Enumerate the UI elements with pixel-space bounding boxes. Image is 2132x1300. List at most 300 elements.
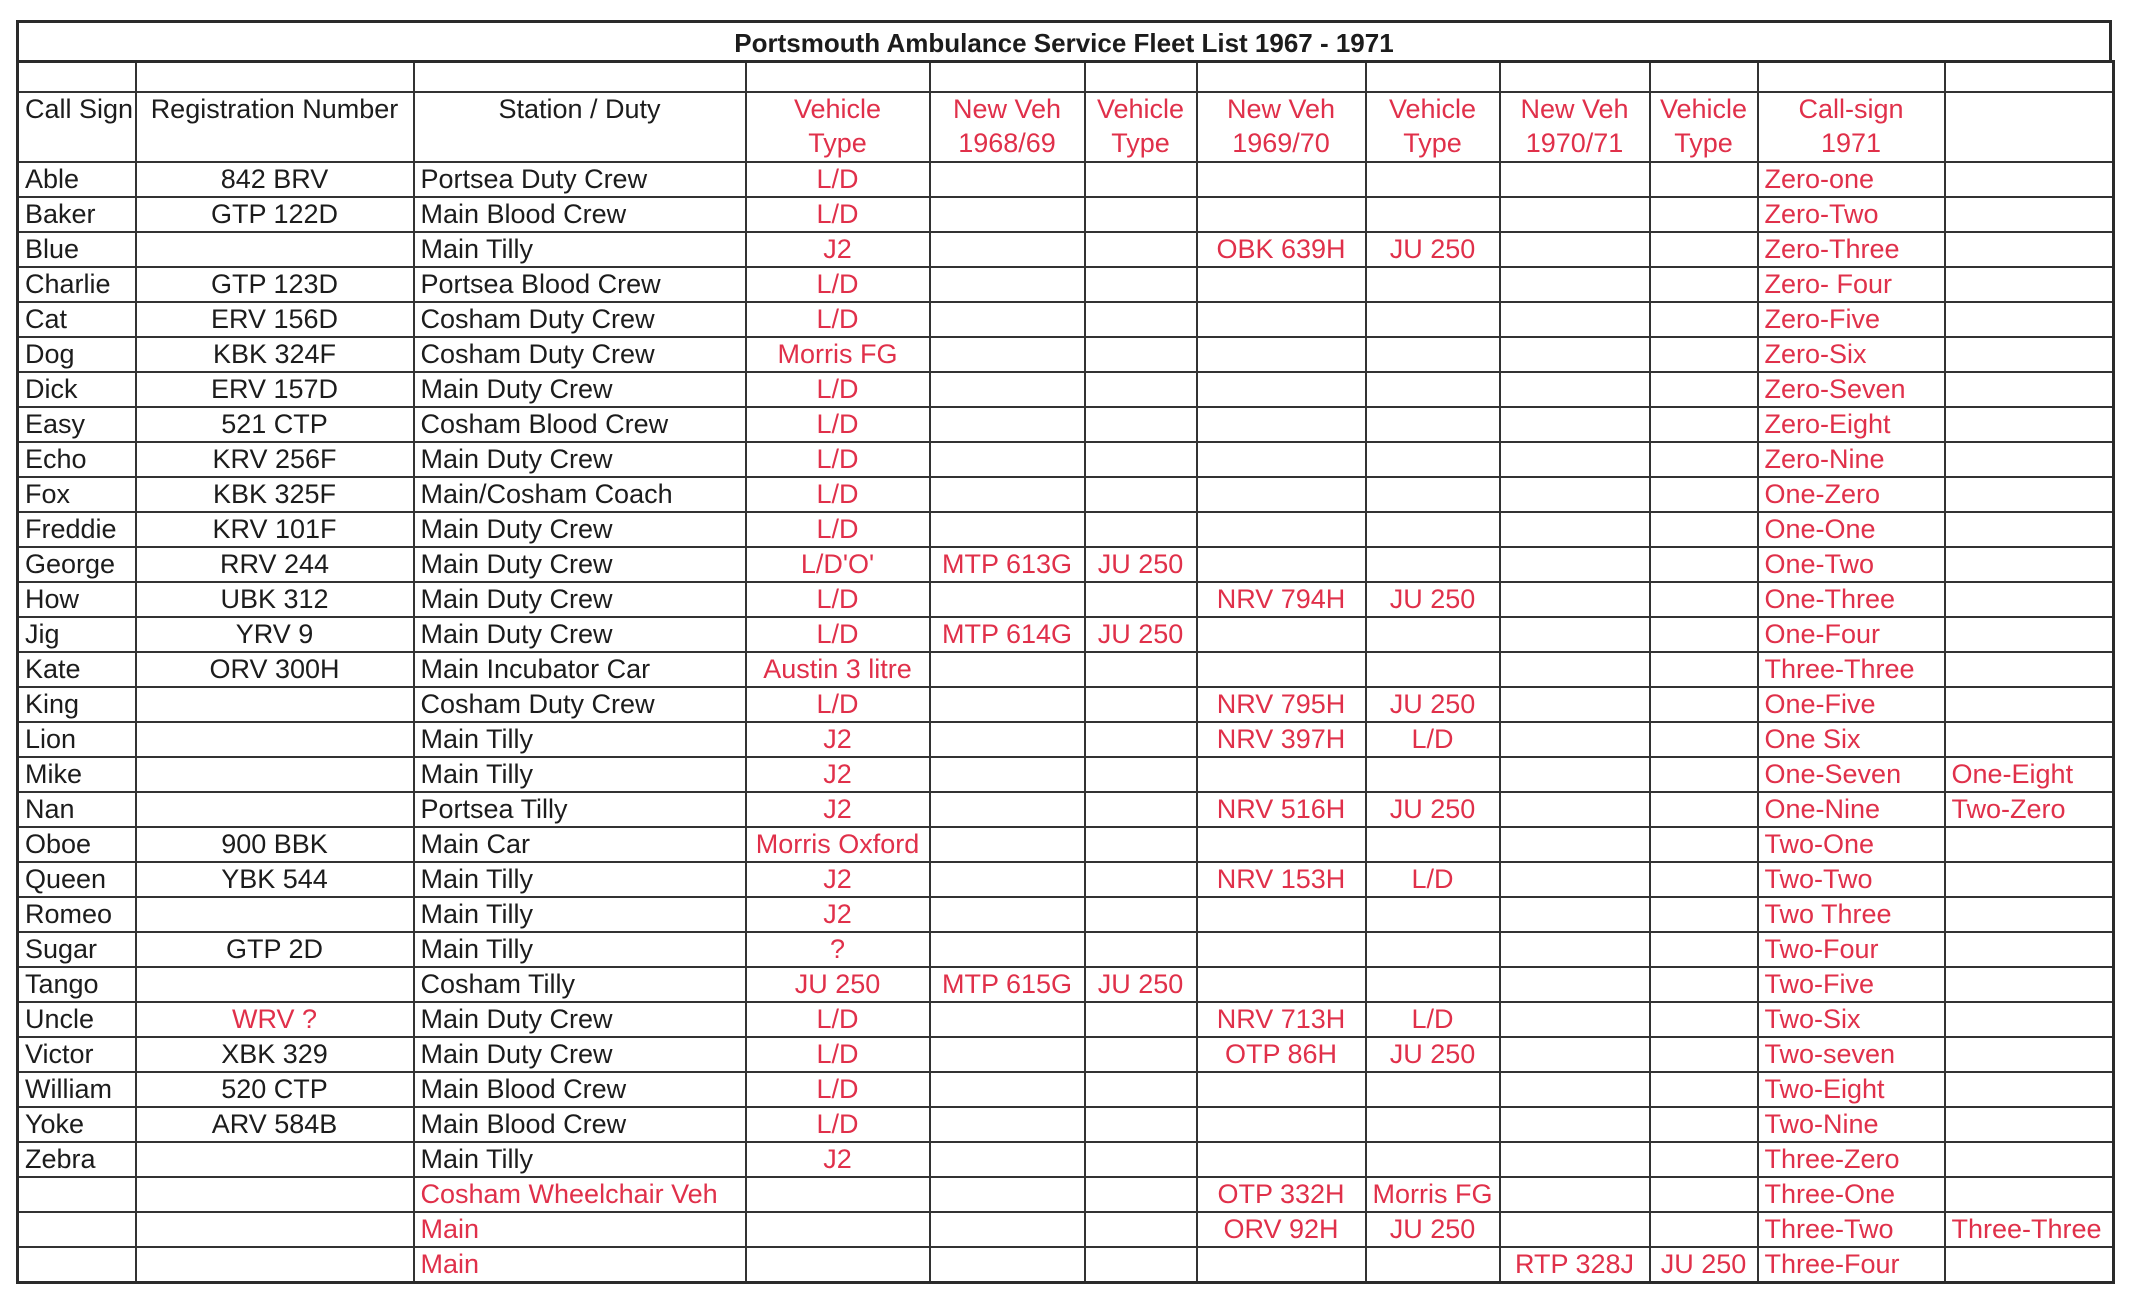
cell-call-sign [18, 1177, 136, 1212]
header-call-sign-1971: 1971 [1758, 127, 1945, 162]
cell-registration-number [136, 897, 414, 932]
cell-vehicle-type-1969-70: JU 250 [1366, 1037, 1500, 1072]
table-row [18, 1177, 2114, 1212]
blank-cell [746, 62, 930, 92]
cell-call-sign-1971-alt [1945, 232, 2114, 267]
cell-vehicle-type-1970-71 [1650, 372, 1758, 407]
cell-call-sign-1971-alt [1945, 197, 2114, 232]
fleet-list-sheet [16, 20, 2112, 1278]
blank-cell [1085, 62, 1197, 92]
cell-call-sign-1971: One-Nine [1758, 792, 1945, 827]
table-row [18, 1107, 2114, 1142]
cell-vehicle-type: ? [746, 932, 930, 967]
header-row-2 [18, 127, 2114, 162]
cell-call-sign: Nan [18, 792, 136, 827]
header-call-sign: Call Sign [18, 92, 136, 127]
cell-vehicle-type-1968-69: JU 250 [1085, 617, 1197, 652]
blank-cell [1650, 62, 1758, 92]
cell-station-duty: Main Blood Crew [414, 1072, 746, 1107]
table-row [18, 582, 2114, 617]
cell-vehicle-type-1969-70 [1366, 372, 1500, 407]
table-row [18, 442, 2114, 477]
cell-call-sign: Blue [18, 232, 136, 267]
cell-vehicle-type-1970-71 [1650, 652, 1758, 687]
cell-call-sign-1971-alt [1945, 1142, 2114, 1177]
cell-vehicle-type-1970-71 [1650, 1177, 1758, 1212]
cell-registration-number [136, 722, 414, 757]
cell-registration-number: ERV 157D [136, 372, 414, 407]
cell-vehicle-type: J2 [746, 862, 930, 897]
cell-new-veh-1970-71 [1500, 1037, 1650, 1072]
cell-vehicle-type-1970-71 [1650, 1107, 1758, 1142]
cell-call-sign-1971-alt [1945, 407, 2114, 442]
cell-call-sign-1971-alt [1945, 512, 2114, 547]
cell-call-sign: Charlie [18, 267, 136, 302]
cell-new-veh-1970-71 [1500, 932, 1650, 967]
cell-call-sign-1971-alt: Three-Three [1945, 1212, 2114, 1247]
cell-station-duty: Main Tilly [414, 232, 746, 267]
table-row [18, 512, 2114, 547]
blank-cell [1366, 62, 1500, 92]
cell-station-duty: Main Duty Crew [414, 582, 746, 617]
cell-station-duty: Main Tilly [414, 862, 746, 897]
blank-cell [1945, 62, 2114, 92]
cell-registration-number: YBK 544 [136, 862, 414, 897]
cell-vehicle-type-1969-70 [1366, 652, 1500, 687]
cell-new-veh-1968-69 [930, 1212, 1085, 1247]
cell-station-duty: Main Incubator Car [414, 652, 746, 687]
cell-new-veh-1969-70 [1197, 337, 1366, 372]
cell-registration-number: ARV 584B [136, 1107, 414, 1142]
cell-call-sign [18, 1247, 136, 1283]
header-vehicle-type-1968-69: Type [1085, 127, 1197, 162]
table-row [18, 267, 2114, 302]
cell-call-sign: Mike [18, 757, 136, 792]
cell-vehicle-type-1969-70 [1366, 512, 1500, 547]
cell-vehicle-type-1970-71 [1650, 827, 1758, 862]
cell-call-sign-1971: Two-Five [1758, 967, 1945, 1002]
cell-new-veh-1970-71 [1500, 232, 1650, 267]
table-row [18, 687, 2114, 722]
cell-vehicle-type-1968-69 [1085, 652, 1197, 687]
cell-new-veh-1970-71 [1500, 652, 1650, 687]
cell-new-veh-1969-70 [1197, 1247, 1366, 1283]
cell-call-sign: Tango [18, 967, 136, 1002]
cell-vehicle-type-1970-71 [1650, 407, 1758, 442]
cell-new-veh-1968-69 [930, 757, 1085, 792]
cell-call-sign-1971-alt [1945, 932, 2114, 967]
cell-new-veh-1970-71 [1500, 862, 1650, 897]
cell-call-sign: Freddie [18, 512, 136, 547]
cell-new-veh-1969-70 [1197, 302, 1366, 337]
cell-registration-number: GTP 122D [136, 197, 414, 232]
cell-new-veh-1968-69 [930, 407, 1085, 442]
cell-call-sign: Fox [18, 477, 136, 512]
cell-call-sign: Echo [18, 442, 136, 477]
cell-vehicle-type-1969-70: Morris FG [1366, 1177, 1500, 1212]
cell-vehicle-type [746, 1212, 930, 1247]
cell-call-sign-1971: Three-Two [1758, 1212, 1945, 1247]
table-row [18, 722, 2114, 757]
cell-call-sign: Jig [18, 617, 136, 652]
cell-call-sign-1971: Two-One [1758, 827, 1945, 862]
cell-new-veh-1970-71 [1500, 1072, 1650, 1107]
cell-station-duty: Main Duty Crew [414, 442, 746, 477]
cell-vehicle-type-1970-71 [1650, 722, 1758, 757]
cell-new-veh-1970-71 [1500, 1142, 1650, 1177]
cell-call-sign-1971-alt [1945, 1107, 2114, 1142]
cell-vehicle-type: L/D'O' [746, 547, 930, 582]
cell-call-sign-1971-alt [1945, 442, 2114, 477]
table-row [18, 337, 2114, 372]
cell-call-sign-1971: One-Five [1758, 687, 1945, 722]
cell-new-veh-1968-69 [930, 687, 1085, 722]
blank-cell [414, 62, 746, 92]
cell-vehicle-type: L/D [746, 687, 930, 722]
cell-call-sign-1971-alt [1945, 1247, 2114, 1283]
cell-call-sign-1971: Two Three [1758, 897, 1945, 932]
cell-vehicle-type-1969-70 [1366, 827, 1500, 862]
cell-station-duty: Portsea Tilly [414, 792, 746, 827]
cell-vehicle-type-1969-70: JU 250 [1366, 582, 1500, 617]
cell-registration-number: YRV 9 [136, 617, 414, 652]
cell-vehicle-type: L/D [746, 1002, 930, 1037]
cell-station-duty: Main Tilly [414, 757, 746, 792]
cell-registration-number: WRV ? [136, 1002, 414, 1037]
cell-vehicle-type-1969-70: L/D [1366, 722, 1500, 757]
cell-vehicle-type-1968-69 [1085, 827, 1197, 862]
cell-call-sign-1971: One-Seven [1758, 757, 1945, 792]
cell-station-duty: Cosham Duty Crew [414, 687, 746, 722]
cell-new-veh-1970-71 [1500, 827, 1650, 862]
cell-new-veh-1970-71 [1500, 337, 1650, 372]
cell-new-veh-1970-71 [1500, 757, 1650, 792]
cell-vehicle-type: J2 [746, 232, 930, 267]
cell-new-veh-1968-69 [930, 897, 1085, 932]
cell-call-sign: Oboe [18, 827, 136, 862]
blank-cell [1197, 62, 1366, 92]
table-row [18, 862, 2114, 897]
cell-new-veh-1969-70 [1197, 547, 1366, 582]
table-row [18, 232, 2114, 267]
cell-vehicle-type: L/D [746, 162, 930, 197]
cell-call-sign-1971: Zero-Eight [1758, 407, 1945, 442]
cell-new-veh-1968-69 [930, 1247, 1085, 1283]
cell-registration-number [136, 687, 414, 722]
cell-call-sign-1971-alt [1945, 1002, 2114, 1037]
cell-new-veh-1968-69 [930, 792, 1085, 827]
cell-new-veh-1970-71 [1500, 582, 1650, 617]
cell-call-sign: Romeo [18, 897, 136, 932]
cell-new-veh-1968-69 [930, 932, 1085, 967]
cell-vehicle-type-1970-71 [1650, 617, 1758, 652]
cell-station-duty: Main [414, 1212, 746, 1247]
cell-new-veh-1969-70 [1197, 827, 1366, 862]
table-row [18, 1212, 2114, 1247]
cell-call-sign-1971-alt [1945, 372, 2114, 407]
cell-call-sign-1971: One Six [1758, 722, 1945, 757]
cell-new-veh-1968-69 [930, 1072, 1085, 1107]
cell-new-veh-1968-69 [930, 827, 1085, 862]
table-row [18, 827, 2114, 862]
cell-vehicle-type-1970-71 [1650, 1142, 1758, 1177]
cell-registration-number [136, 1142, 414, 1177]
cell-vehicle-type-1968-69 [1085, 722, 1197, 757]
cell-registration-number: ORV 300H [136, 652, 414, 687]
cell-vehicle-type: L/D [746, 267, 930, 302]
cell-registration-number: XBK 329 [136, 1037, 414, 1072]
cell-vehicle-type-1969-70: JU 250 [1366, 1212, 1500, 1247]
cell-vehicle-type-1970-71 [1650, 687, 1758, 722]
cell-new-veh-1969-70 [1197, 1142, 1366, 1177]
cell-registration-number [136, 1247, 414, 1283]
cell-call-sign: Easy [18, 407, 136, 442]
cell-new-veh-1970-71 [1500, 1212, 1650, 1247]
header-new-veh-1969-70: New Veh [1197, 92, 1366, 127]
cell-call-sign: Lion [18, 722, 136, 757]
cell-call-sign: Uncle [18, 1002, 136, 1037]
cell-vehicle-type-1968-69 [1085, 372, 1197, 407]
header-vehicle-type-1970-71: Vehicle [1650, 92, 1758, 127]
cell-call-sign: Queen [18, 862, 136, 897]
cell-registration-number: 900 BBK [136, 827, 414, 862]
cell-new-veh-1969-70 [1197, 897, 1366, 932]
cell-call-sign-1971-alt [1945, 1072, 2114, 1107]
cell-call-sign: William [18, 1072, 136, 1107]
cell-vehicle-type: J2 [746, 792, 930, 827]
cell-vehicle-type: Morris FG [746, 337, 930, 372]
cell-call-sign-1971: Three-One [1758, 1177, 1945, 1212]
table-row [18, 792, 2114, 827]
table-row [18, 932, 2114, 967]
cell-registration-number: RRV 244 [136, 547, 414, 582]
cell-new-veh-1968-69 [930, 232, 1085, 267]
cell-new-veh-1968-69 [930, 372, 1085, 407]
cell-vehicle-type-1969-70 [1366, 267, 1500, 302]
cell-call-sign-1971: Two-Nine [1758, 1107, 1945, 1142]
cell-new-veh-1969-70 [1197, 932, 1366, 967]
cell-new-veh-1969-70 [1197, 512, 1366, 547]
cell-new-veh-1970-71 [1500, 967, 1650, 1002]
cell-new-veh-1968-69 [930, 477, 1085, 512]
cell-call-sign-1971: Two-Eight [1758, 1072, 1945, 1107]
cell-vehicle-type: L/D [746, 477, 930, 512]
cell-call-sign [18, 1212, 136, 1247]
cell-call-sign-1971: Two-Four [1758, 932, 1945, 967]
table-row [18, 757, 2114, 792]
cell-vehicle-type-1970-71 [1650, 162, 1758, 197]
cell-station-duty: Portsea Duty Crew [414, 162, 746, 197]
header-vehicle-type-1970-71: Type [1650, 127, 1758, 162]
cell-vehicle-type-1969-70 [1366, 1107, 1500, 1142]
cell-station-duty: Main Car [414, 827, 746, 862]
cell-call-sign-1971-alt [1945, 967, 2114, 1002]
cell-new-veh-1968-69 [930, 1002, 1085, 1037]
cell-call-sign-1971: Zero-Five [1758, 302, 1945, 337]
cell-vehicle-type-1970-71 [1650, 582, 1758, 617]
cell-new-veh-1969-70 [1197, 757, 1366, 792]
fleet-table-body [18, 62, 2114, 1283]
cell-call-sign-1971-alt [1945, 162, 2114, 197]
cell-call-sign: Dick [18, 372, 136, 407]
cell-station-duty: Main/Cosham Coach [414, 477, 746, 512]
cell-vehicle-type-1968-69 [1085, 1107, 1197, 1142]
cell-new-veh-1969-70 [1197, 652, 1366, 687]
cell-vehicle-type [746, 1177, 930, 1212]
cell-vehicle-type-1968-69 [1085, 232, 1197, 267]
cell-vehicle-type-1969-70 [1366, 477, 1500, 512]
cell-vehicle-type-1968-69 [1085, 302, 1197, 337]
cell-new-veh-1969-70 [1197, 1107, 1366, 1142]
table-row [18, 302, 2114, 337]
cell-new-veh-1969-70 [1197, 477, 1366, 512]
cell-call-sign: George [18, 547, 136, 582]
cell-station-duty: Main Tilly [414, 897, 746, 932]
cell-vehicle-type-1970-71 [1650, 967, 1758, 1002]
cell-vehicle-type: L/D [746, 197, 930, 232]
cell-registration-number [136, 967, 414, 1002]
cell-vehicle-type-1968-69 [1085, 932, 1197, 967]
cell-call-sign-1971-alt [1945, 547, 2114, 582]
cell-new-veh-1970-71 [1500, 547, 1650, 582]
cell-station-duty: Main Duty Crew [414, 1002, 746, 1037]
cell-vehicle-type-1969-70 [1366, 162, 1500, 197]
cell-call-sign: How [18, 582, 136, 617]
cell-vehicle-type-1970-71 [1650, 757, 1758, 792]
cell-call-sign: Sugar [18, 932, 136, 967]
table-row [18, 547, 2114, 582]
cell-call-sign-1971-alt [1945, 722, 2114, 757]
table-row [18, 1247, 2114, 1283]
cell-vehicle-type-1969-70: L/D [1366, 862, 1500, 897]
cell-vehicle-type-1970-71 [1650, 1037, 1758, 1072]
cell-new-veh-1968-69 [930, 862, 1085, 897]
cell-vehicle-type-1969-70 [1366, 302, 1500, 337]
cell-registration-number: 521 CTP [136, 407, 414, 442]
cell-call-sign-1971: One-One [1758, 512, 1945, 547]
header-call-sign-1971: Call-sign [1758, 92, 1945, 127]
cell-vehicle-type: L/D [746, 302, 930, 337]
cell-call-sign-1971-alt: One-Eight [1945, 757, 2114, 792]
cell-registration-number: GTP 123D [136, 267, 414, 302]
cell-vehicle-type-1970-71 [1650, 792, 1758, 827]
cell-vehicle-type-1970-71 [1650, 337, 1758, 372]
cell-vehicle-type-1970-71 [1650, 1212, 1758, 1247]
cell-vehicle-type-1969-70 [1366, 407, 1500, 442]
cell-call-sign-1971: Two-seven [1758, 1037, 1945, 1072]
cell-vehicle-type: L/D [746, 582, 930, 617]
cell-new-veh-1969-70 [1197, 617, 1366, 652]
cell-vehicle-type-1968-69 [1085, 582, 1197, 617]
cell-vehicle-type-1969-70 [1366, 442, 1500, 477]
cell-call-sign: Able [18, 162, 136, 197]
cell-vehicle-type-1968-69 [1085, 162, 1197, 197]
cell-new-veh-1969-70 [1197, 372, 1366, 407]
cell-call-sign-1971-alt [1945, 302, 2114, 337]
cell-new-veh-1970-71 [1500, 512, 1650, 547]
cell-vehicle-type-1968-69 [1085, 512, 1197, 547]
cell-station-duty: Main Duty Crew [414, 617, 746, 652]
cell-vehicle-type: J2 [746, 1142, 930, 1177]
cell-vehicle-type-1968-69 [1085, 1037, 1197, 1072]
cell-new-veh-1970-71 [1500, 267, 1650, 302]
cell-new-veh-1970-71: RTP 328J [1500, 1247, 1650, 1283]
cell-call-sign: Kate [18, 652, 136, 687]
header-new-veh-1970-71: New Veh [1500, 92, 1650, 127]
cell-station-duty: Main Duty Crew [414, 372, 746, 407]
blank-row [18, 62, 2114, 92]
cell-vehicle-type-1970-71 [1650, 862, 1758, 897]
cell-vehicle-type-1969-70 [1366, 197, 1500, 232]
table-row [18, 1142, 2114, 1177]
cell-new-veh-1968-69 [930, 1037, 1085, 1072]
cell-vehicle-type-1970-71 [1650, 932, 1758, 967]
cell-vehicle-type-1968-69 [1085, 862, 1197, 897]
cell-call-sign-1971: Two-Two [1758, 862, 1945, 897]
cell-new-veh-1969-70: NRV 713H [1197, 1002, 1366, 1037]
cell-new-veh-1968-69 [930, 302, 1085, 337]
cell-new-veh-1970-71 [1500, 1107, 1650, 1142]
table-row [18, 617, 2114, 652]
cell-vehicle-type: J2 [746, 722, 930, 757]
cell-vehicle-type-1969-70 [1366, 967, 1500, 1002]
table-row [18, 197, 2114, 232]
cell-new-veh-1968-69 [930, 267, 1085, 302]
cell-call-sign-1971: Zero-Six [1758, 337, 1945, 372]
cell-vehicle-type: L/D [746, 372, 930, 407]
cell-call-sign: Zebra [18, 1142, 136, 1177]
cell-registration-number [136, 757, 414, 792]
cell-vehicle-type-1969-70 [1366, 617, 1500, 652]
cell-call-sign-1971: Zero-one [1758, 162, 1945, 197]
cell-new-veh-1968-69 [930, 337, 1085, 372]
cell-new-veh-1968-69 [930, 652, 1085, 687]
cell-vehicle-type: J2 [746, 897, 930, 932]
cell-new-veh-1969-70 [1197, 267, 1366, 302]
header-vehicle-type: Type [746, 127, 930, 162]
cell-registration-number [136, 1212, 414, 1247]
cell-station-duty: Cosham Duty Crew [414, 302, 746, 337]
cell-station-duty: Main Tilly [414, 722, 746, 757]
cell-vehicle-type-1968-69 [1085, 197, 1197, 232]
cell-vehicle-type-1969-70 [1366, 897, 1500, 932]
cell-vehicle-type: L/D [746, 1037, 930, 1072]
cell-call-sign: King [18, 687, 136, 722]
cell-new-veh-1970-71 [1500, 792, 1650, 827]
header-vehicle-type-1968-69: Vehicle [1085, 92, 1197, 127]
cell-station-duty: Portsea Blood Crew [414, 267, 746, 302]
cell-new-veh-1970-71 [1500, 1002, 1650, 1037]
header-new-veh-1968-69: New Veh [930, 92, 1085, 127]
cell-vehicle-type [746, 1247, 930, 1283]
cell-new-veh-1969-70 [1197, 967, 1366, 1002]
cell-call-sign-1971: Zero-Nine [1758, 442, 1945, 477]
cell-new-veh-1968-69 [930, 1177, 1085, 1212]
header-registration-number [136, 127, 414, 162]
cell-registration-number [136, 1177, 414, 1212]
header-new-veh-1968-69: 1968/69 [930, 127, 1085, 162]
cell-new-veh-1970-71 [1500, 477, 1650, 512]
cell-vehicle-type-1969-70: JU 250 [1366, 232, 1500, 267]
header-vehicle-type-1969-70: Vehicle [1366, 92, 1500, 127]
cell-vehicle-type-1970-71 [1650, 232, 1758, 267]
cell-call-sign-1971-alt [1945, 1177, 2114, 1212]
cell-new-veh-1969-70: OBK 639H [1197, 232, 1366, 267]
cell-registration-number: GTP 2D [136, 932, 414, 967]
table-row [18, 967, 2114, 1002]
cell-vehicle-type: L/D [746, 407, 930, 442]
cell-new-veh-1969-70 [1197, 1072, 1366, 1107]
